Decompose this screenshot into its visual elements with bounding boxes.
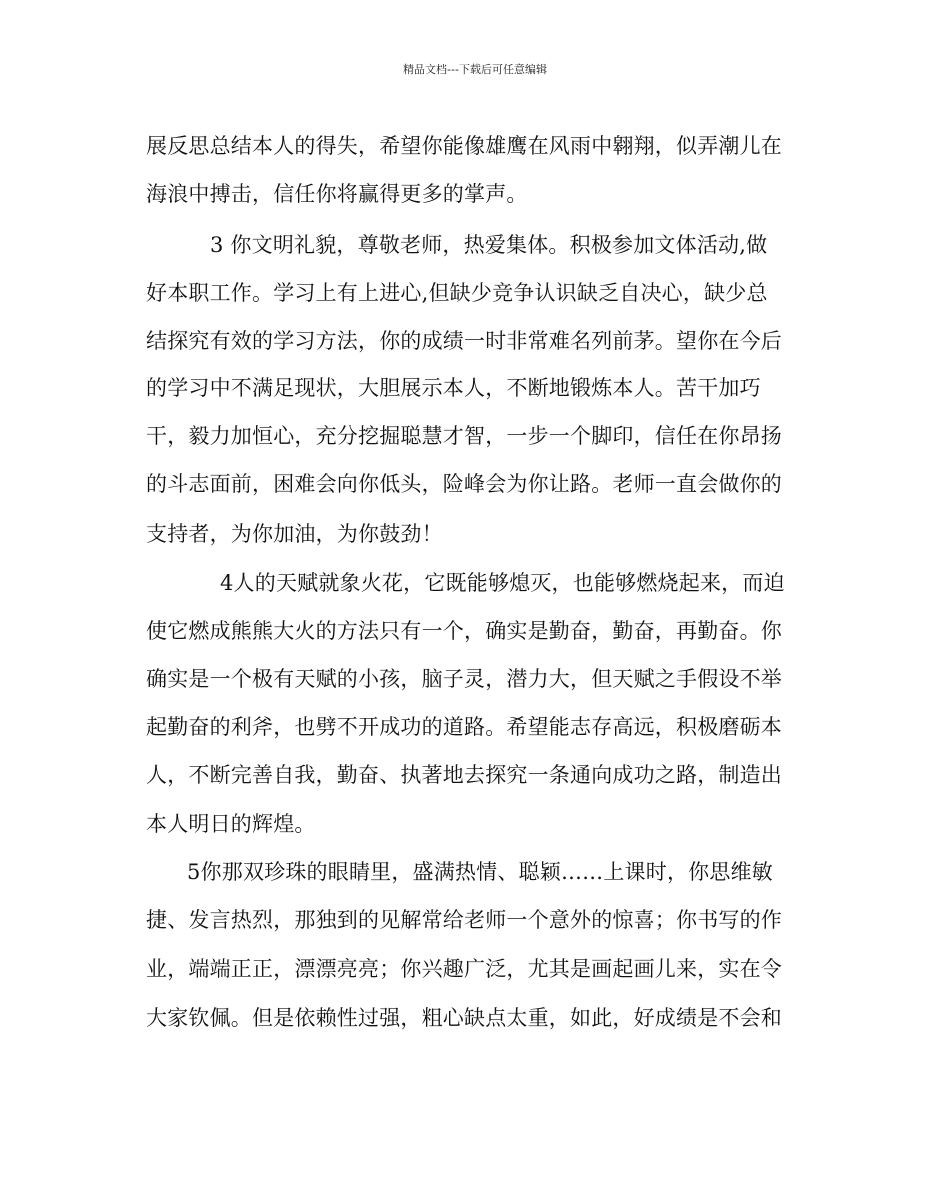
text-line: 的学习中不满足现状，大胆展示本人，不断地锻炼本人。苦干加巧: [146, 376, 761, 400]
page-header: 精品文档---下载后可任意编辑: [403, 63, 547, 76]
text-line: 结探究有效的学习方法，你的成绩一时非常难名列前茅。望你在今后: [146, 329, 782, 353]
text-line: 人，不断完善自我，勤奋、执著地去探究一条通向成功之路，制造出: [146, 763, 782, 787]
text-line: 使它燃成熊熊大火的方法只有一个，确实是勤奋，勤奋，再勤奋。你: [146, 619, 782, 643]
text-line: 本人明日的辉煌。: [146, 812, 316, 836]
text-line: 大家钦佩。但是依赖性过强，粗心缺点太重，如此，好成绩是不会和: [146, 1006, 782, 1030]
text-line: 3 你文明礼貌，尊敬老师，热爱集体。积极参加文体活动,做: [210, 233, 768, 257]
text-line: 4人的天赋就象火花，它既能够熄灭，也能够燃烧起来，而迫: [220, 571, 785, 595]
text-line: 展反思总结本人的得失，希望你能像雄鹰在风雨中翱翔，似弄潮儿在: [146, 134, 782, 158]
text-line: 干，毅力加恒心，充分挖掘聪慧才智，一步一个脚印，信任在你昂扬: [146, 424, 782, 448]
text-line: 起勤奋的利斧，也劈不开成功的道路。希望能志存高远，积极磨砺本: [146, 715, 782, 739]
text-line: 业，端端正正，漂漂亮亮；你兴趣广泛，尤其是画起画儿来，实在令: [146, 957, 782, 981]
text-line: 确实是一个极有天赋的小孩，脑子灵，潜力大，但天赋之手假设不举: [146, 667, 782, 691]
text-line: 的斗志面前，困难会向你低头，险峰会为你让路。老师一直会做你的: [146, 472, 782, 496]
text-line: 5你那双珍珠的眼睛里，盛满热情、聪颖……上课时，你思维敏: [187, 860, 773, 884]
text-line: 支持者，为你加油，为你鼓劲！: [146, 522, 443, 546]
text-line: 海浪中搏击，信任你将赢得更多的掌声。: [146, 182, 528, 206]
text-line: 捷、发言热烈，那独到的见解常给老师一个意外的惊喜；你书写的作: [146, 908, 782, 932]
text-line: 好本职工作。学习上有上进心,但缺少竞争认识缺乏自决心，缺少总: [146, 281, 768, 305]
